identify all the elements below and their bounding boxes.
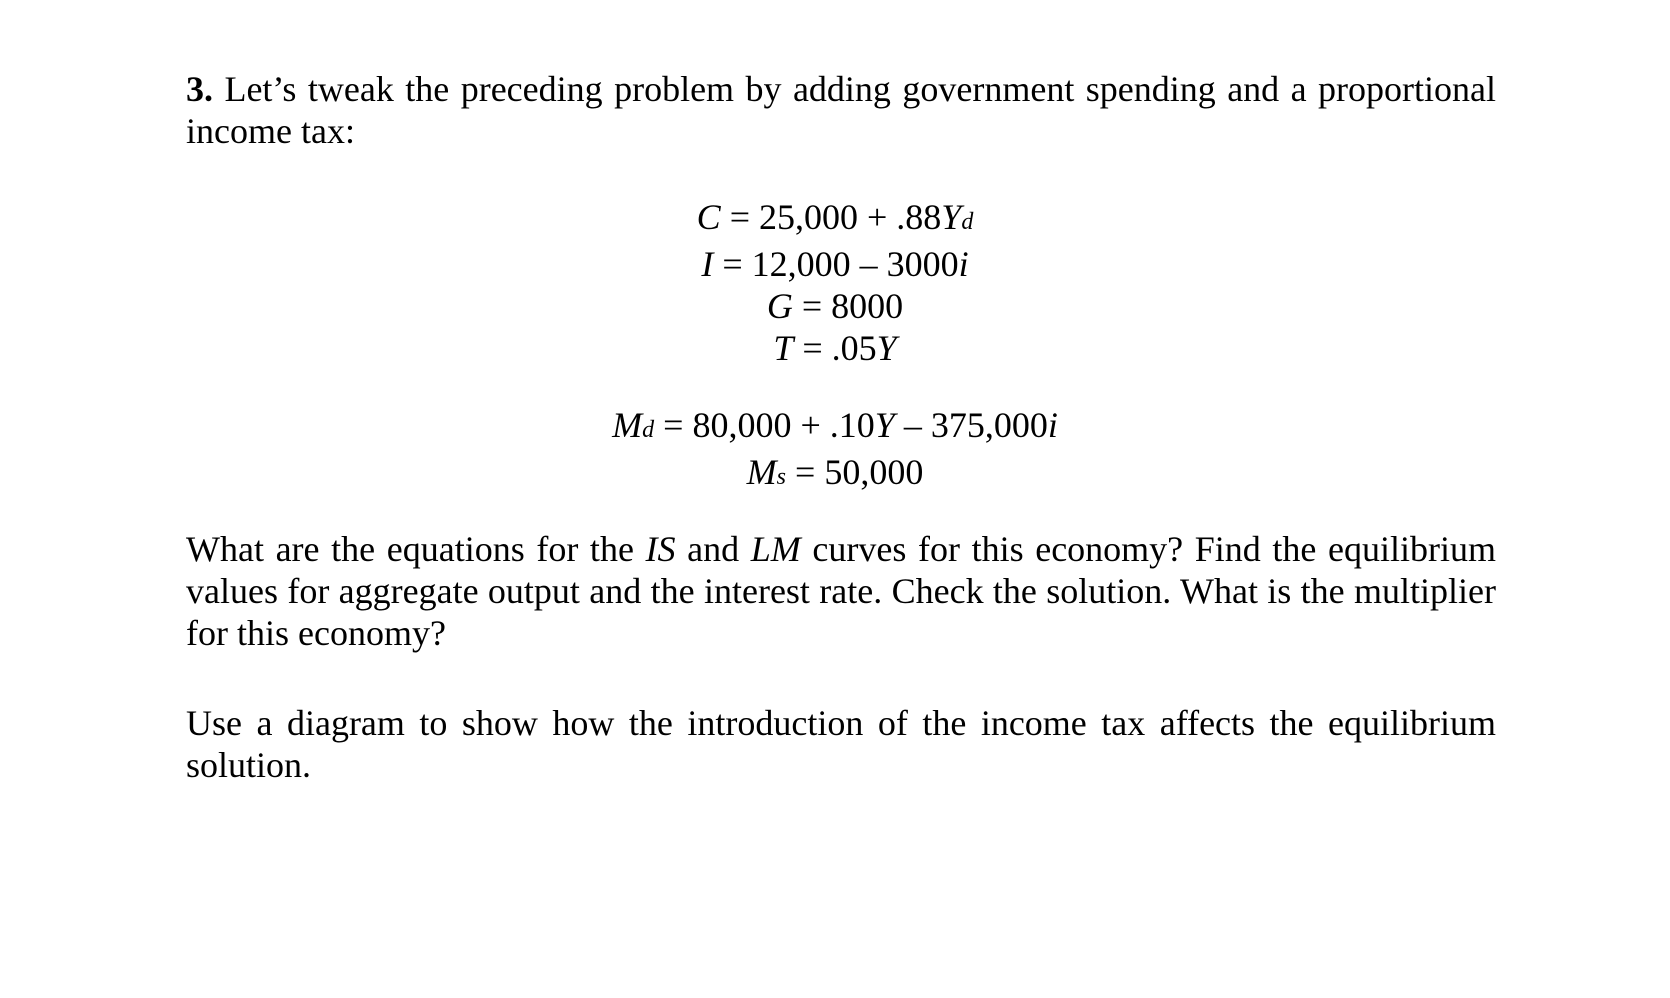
- problem-number: 3.: [186, 69, 213, 109]
- is-curve-label: IS: [645, 529, 676, 569]
- equation-government: G = 8000: [766, 286, 904, 326]
- model-equations: [0, 196, 1670, 369]
- question-diagram: Use a diagram to show how the introduction of the income tax affects the equilibrium solution.: [186, 703, 1496, 785]
- problem-intro: [186, 68, 1496, 152]
- equation-investment: I = 12,000 – 3000i: [701, 244, 969, 284]
- problem-intro-text: Let’s tweak the preceding problem by adding government spending and a proportional income tax:: [186, 69, 1497, 151]
- lm-curve-label: LM: [750, 529, 801, 569]
- money-market-equations: [0, 404, 1670, 498]
- question-is-lm: What are the equations for the IS and LM curves for this economy? Find the equilibrium values for aggregate output and the interest rate. Check the solution. What is the multiplier for this economy?: [186, 529, 1497, 653]
- equation-tax: T = .05Y: [773, 328, 897, 368]
- equation-money-demand: Md = 80,000 + .10Y – 375,000i: [612, 405, 1058, 445]
- equation-consumption: C = 25,000 + .88Yd: [696, 197, 974, 237]
- equation-money-supply: Ms = 50,000: [746, 452, 924, 492]
